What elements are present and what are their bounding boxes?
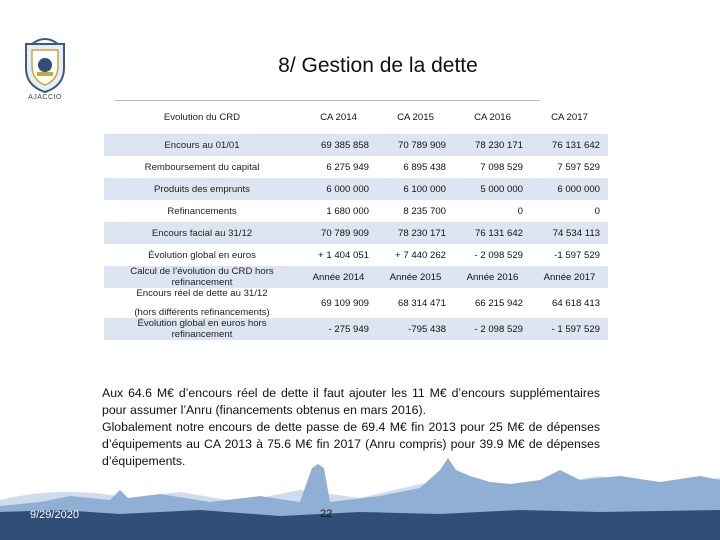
row-label: Encours au 01/01 (104, 134, 300, 156)
header-cell: CA 2015 (377, 106, 454, 128)
row-label-line: (hors différents refinancements) (134, 307, 270, 318)
cell: + 1 404 051 (300, 244, 377, 266)
cell: 0 (531, 200, 608, 222)
cell: 6 100 000 (377, 178, 454, 200)
table-row (104, 244, 608, 266)
year-cell: Année 2015 (377, 266, 454, 288)
cell: 69 109 909 (300, 288, 377, 318)
row-label: Encours facial au 31/12 (104, 222, 300, 244)
cell: 6 895 438 (377, 156, 454, 178)
cell: 66 215 942 (454, 288, 531, 318)
row-label-line: Encours réel de dette au 31/12 (136, 288, 268, 299)
cell: 70 789 909 (377, 134, 454, 156)
footer-date: 9/29/2020 (30, 509, 79, 521)
header-cell: CA 2014 (300, 106, 377, 128)
cell: 6 000 000 (531, 178, 608, 200)
cell: 78 230 171 (377, 222, 454, 244)
cell: -1 597 529 (531, 244, 608, 266)
header-cell: CA 2017 (531, 106, 608, 128)
table-row (104, 200, 608, 222)
row-label (104, 288, 300, 318)
cell: - 1 597 529 (531, 318, 608, 340)
cell: 7 597 529 (531, 156, 608, 178)
cell: -795 438 (377, 318, 454, 340)
table-row (104, 178, 608, 200)
cell: 7 098 529 (454, 156, 531, 178)
subheader-label: Calcul de l’évolution du CRD hors refinancement (104, 266, 300, 288)
table-row (104, 318, 608, 340)
page-title: 8/ Gestion de la dette (278, 54, 478, 77)
cell: 68 314 471 (377, 288, 454, 318)
cell: 6 275 949 (300, 156, 377, 178)
cell: - 275 949 (300, 318, 377, 340)
row-label: Évolution global en euros (104, 244, 300, 266)
table-row (104, 288, 608, 318)
cell: 76 131 642 (454, 222, 531, 244)
year-cell: Année 2014 (300, 266, 377, 288)
cell: 64 618 413 (531, 288, 608, 318)
cell: 76 131 642 (531, 134, 608, 156)
cell: 74 534 113 (531, 222, 608, 244)
year-cell: Année 2016 (454, 266, 531, 288)
table-row (104, 222, 608, 244)
row-label: Évolution global en euros hors refinancement (104, 318, 300, 340)
cell: + 7 440 262 (377, 244, 454, 266)
debt-table (104, 106, 608, 340)
table-header-row (104, 106, 608, 128)
table-row (104, 134, 608, 156)
row-label: Produits des emprunts (104, 178, 300, 200)
logo-caption: AJACCIO (28, 94, 62, 101)
page-number: 22 (320, 508, 333, 520)
cell: - 2 098 529 (454, 318, 531, 340)
cell: 6 000 000 (300, 178, 377, 200)
row-label: Refinancements (104, 200, 300, 222)
cell: 70 789 909 (300, 222, 377, 244)
paragraph: Globalement notre encours de dette passe de 69.4 M€ fin 2013 pour 25 M€ de dépenses d’équipements au CA 2013 à 75.6 M€ fin 2017 (Anru compris) pour 39.9 M€ de dépenses d’équipements. (102, 420, 600, 468)
title-divider (115, 100, 540, 101)
cell: 1 680 000 (300, 200, 377, 222)
cell: 78 230 171 (454, 134, 531, 156)
year-cell: Année 2017 (531, 266, 608, 288)
cell: - 2 098 529 (454, 244, 531, 266)
header-cell: CA 2016 (454, 106, 531, 128)
cell: 0 (454, 200, 531, 222)
paragraph: Aux 64.6 M€ d’encours réel de dette il faut ajouter les 11 M€ d’encours supplémentaires pour assumer l’Anru (financements obtenus en mars 2016). (102, 386, 600, 417)
table-row (104, 156, 608, 178)
row-label: Remboursement du capital (104, 156, 300, 178)
cell: 69 385 858 (300, 134, 377, 156)
cell: 5 000 000 (454, 178, 531, 200)
table-subheader-row (104, 266, 608, 288)
city-skyline-illustration (0, 440, 720, 540)
cell: 8 235 700 (377, 200, 454, 222)
header-cell: Evolution du CRD (104, 106, 300, 128)
